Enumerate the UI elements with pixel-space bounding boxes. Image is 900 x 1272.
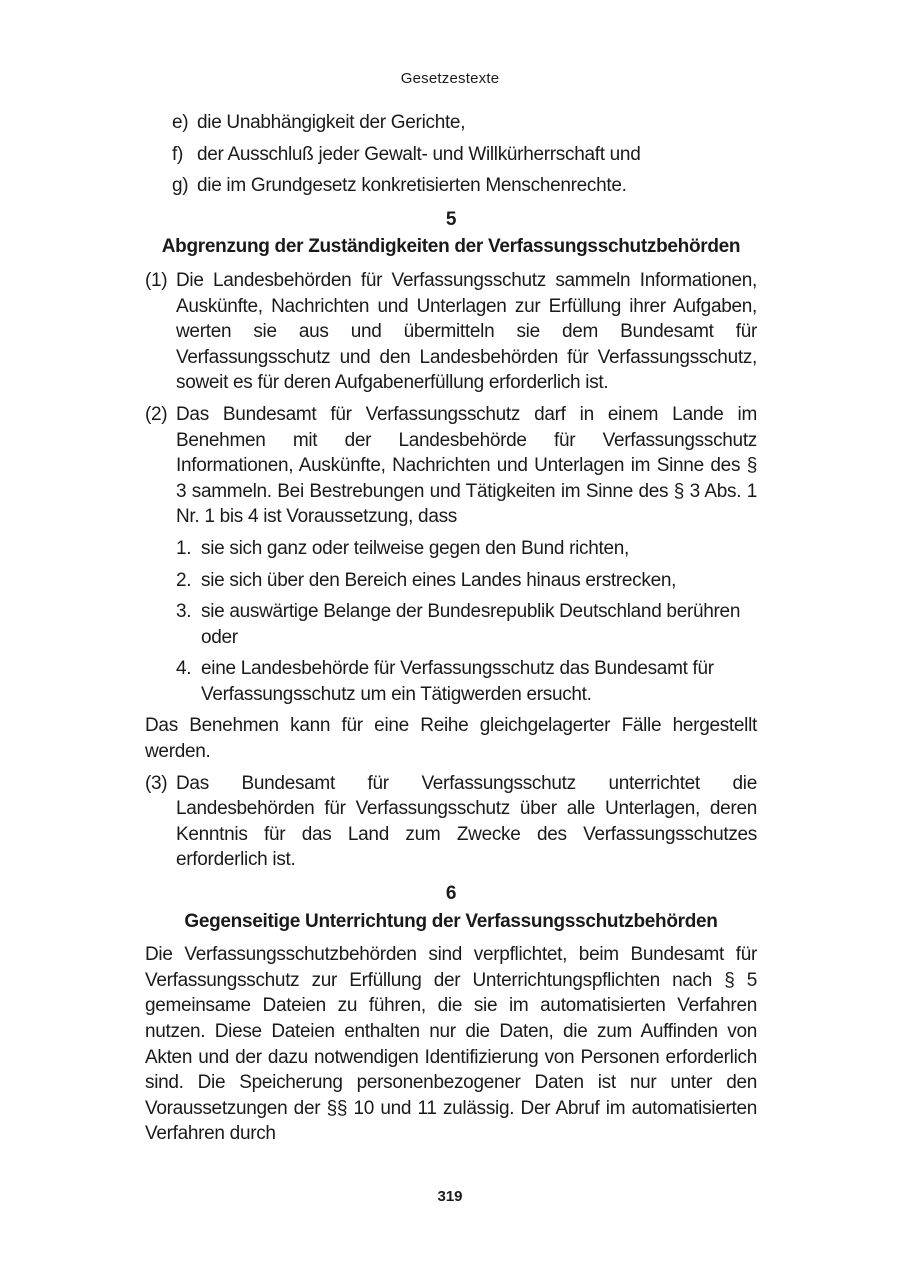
section-5-paragraph-2 [145, 402, 757, 530]
paragraph-marker: (1) [145, 269, 168, 291]
list-marker: f) [172, 143, 184, 165]
section-5-2-item-2 [145, 568, 757, 594]
section-5-number: 5 [445, 208, 457, 230]
list-item-f [145, 142, 757, 168]
section-5-2-item-4 [145, 656, 757, 707]
list-item-text: die im Grundgesetz konkretisierten Menschenrechte. [197, 175, 627, 197]
list-marker: 3. [176, 601, 192, 623]
list-item-text: die Unabhängigkeit der Gerichte, [197, 112, 466, 133]
section-6-text: Die Verfassungsschutzbehörden sind verpflichtet, beim Bundesamt für Verfassungsschutz zur Erfüllung der Unterrichtungspflichten nach § 5 gemeinsame Dateien zu führen, die sie im automatisierten Verfahren nutzen. Diese Dateien enthalten nur die Daten, die zum Auffinden von Akten und der dazu notwendigen Identifizierung von Personen erforderlich sind. Die Speicherung personenbezogener Daten ist nur unter den Voraussetzungen der §§ 10 und 11 zulässig. Der Abruf im automatisierten Verfahren durch [145, 944, 757, 1145]
list-item-g [145, 173, 757, 199]
list-marker: 2. [176, 569, 192, 591]
section-5-paragraph-1 [145, 268, 757, 396]
section-6-number: 6 [445, 883, 457, 905]
section-5-closing-text: Das Benehmen kann für eine Reihe gleichgelagerter Fälle hergestellt werden. [145, 715, 757, 763]
section-5-2-item-3 [145, 599, 757, 650]
paragraph-marker: (3) [145, 772, 168, 794]
paragraph-text: Das Bundesamt für Verfassungsschutz darf in einem Lande im Benehmen mit der Landesbehörde für Verfassungsschutz Informationen, Auskünfte, Nachrichten und Unterlagen im Sinne des § 3 sammeln. Bei Bestrebungen und Tätigkeiten im Sinne des § 3 Abs. 1 Nr. 1 bis 4 ist Voraussetzung, dass [176, 403, 757, 528]
list-marker: 1. [176, 537, 192, 559]
paragraph-marker: (2) [145, 403, 168, 425]
page-number: 319 [437, 1188, 463, 1205]
list-item-text: sie sich über den Bereich eines Landes hinaus erstrecken, [201, 569, 677, 591]
list-item-text: sie sich ganz oder teilweise gegen den Bund richten, [201, 537, 630, 559]
list-marker: e) [172, 112, 189, 133]
list-item-e [145, 110, 757, 136]
section-6-title: Gegenseitige Unterrichtung der Verfassungsschutzbehörden [184, 910, 718, 932]
paragraph-text: Das Bundesamt für Verfassungsschutz unterrichtet die Landesbehörden für Verfassungsschutz über alle Unterlagen, deren Kenntnis für das Land zum Zwecke des Verfassungsschutzes erforderlich ist. [176, 772, 757, 871]
list-item-text: der Ausschluß jeder Gewalt- und Willkürherrschaft und [197, 143, 641, 165]
running-header: Gesetzestexte [400, 70, 500, 87]
list-item-text: eine Landesbehörde für Verfassungsschutz das Bundesamt für Verfassungsschutz um ein Tätigwerden ersucht. [201, 658, 714, 705]
section-5-title: Abgrenzung der Zuständigkeiten der Verfassungsschutzbehörden [161, 236, 741, 258]
list-marker: 4. [176, 658, 192, 680]
page-content [145, 110, 757, 1153]
section-5-paragraph-3 [145, 771, 757, 873]
paragraph-text: Die Landesbehörden für Verfassungsschutz sammeln Informationen, Auskünfte, Nachrichten und Unterlagen zur Erfüllung ihrer Aufgaben, werten sie aus und übermitteln sie dem Bundesamt für Verfassungsschutz und den Landesbehörden für Verfassungsschutz, soweit es für deren Aufgabenerfüllung erforderlich ist. [176, 269, 757, 394]
list-item-text: sie auswärtige Belange der Bundesrepublik Deutschland berühren oder [201, 601, 741, 648]
section-5-2-item-1 [145, 536, 757, 562]
list-marker: g) [172, 175, 189, 197]
